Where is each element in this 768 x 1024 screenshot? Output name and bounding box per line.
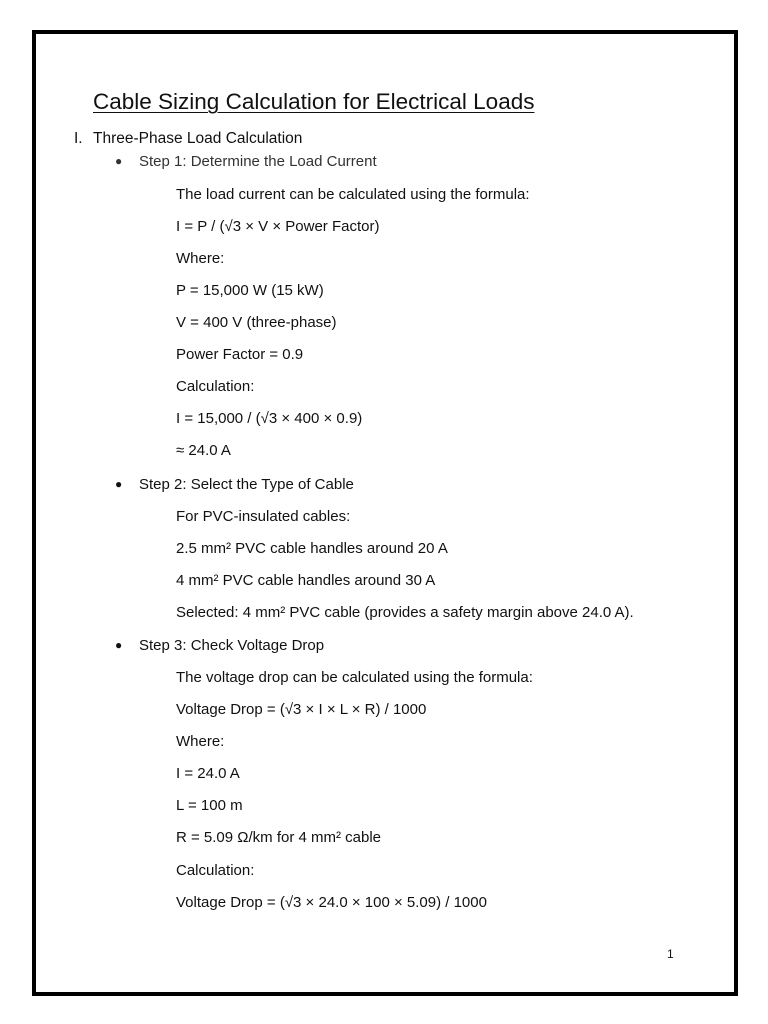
- step-2-line: 2.5 mm² PVC cable handles around 20 A: [176, 540, 448, 557]
- step-1-line: I = 15,000 / (√3 × 400 × 0.9): [176, 410, 363, 427]
- bullet-icon: ●: [115, 154, 123, 168]
- step-1-line: I = P / (√3 × V × Power Factor): [176, 218, 380, 235]
- step-3-line: Voltage Drop = (√3 × I × L × R) / 1000: [176, 701, 427, 718]
- step-1-line: P = 15,000 W (15 kW): [176, 282, 324, 299]
- step-3-line: R = 5.09 Ω/km for 4 mm² cable: [176, 829, 382, 846]
- bullet-icon: ●: [115, 638, 123, 652]
- step-3-line: I = 24.0 A: [176, 765, 240, 782]
- step-1-line: Calculation:: [176, 378, 255, 395]
- step-2-line: For PVC-insulated cables:: [176, 508, 351, 525]
- bullet-icon: ●: [115, 477, 123, 491]
- step-2-line: Selected: 4 mm² PVC cable (provides a safety margin above 24.0 A).: [176, 604, 634, 621]
- step-3-line: Where:: [176, 733, 225, 750]
- page-number: 1: [667, 947, 674, 961]
- step-1-heading: [115, 153, 377, 170]
- step-3-line: L = 100 m: [176, 797, 243, 814]
- step-1-line: Power Factor = 0.9: [176, 346, 304, 363]
- step-label: Step 3: Check Voltage Drop: [139, 637, 325, 654]
- step-1-line: The load current can be calculated using the formula:: [176, 186, 530, 203]
- step-label: Step 2: Select the Type of Cable: [139, 476, 354, 493]
- section-number: I.: [74, 130, 83, 147]
- step-3-line: Voltage Drop = (√3 × 24.0 × 100 × 5.09) / 1000: [176, 894, 487, 911]
- section-heading: [74, 130, 302, 148]
- section-title: Three-Phase Load Calculation: [93, 130, 303, 147]
- document-title: Cable Sizing Calculation for Electrical Loads: [93, 89, 535, 114]
- step-3-heading: [115, 637, 324, 654]
- step-3-line: Calculation:: [176, 862, 255, 879]
- step-3-line: The voltage drop can be calculated using the formula:: [176, 669, 533, 686]
- step-1-line: ≈ 24.0 A: [176, 442, 231, 459]
- step-label: Step 1: Determine the Load Current: [139, 153, 377, 170]
- step-2-line: 4 mm² PVC cable handles around 30 A: [176, 572, 436, 589]
- page-border: [32, 30, 738, 996]
- step-1-line: Where:: [176, 250, 225, 267]
- step-2-heading: [115, 476, 354, 493]
- step-1-line: V = 400 V (three-phase): [176, 314, 337, 331]
